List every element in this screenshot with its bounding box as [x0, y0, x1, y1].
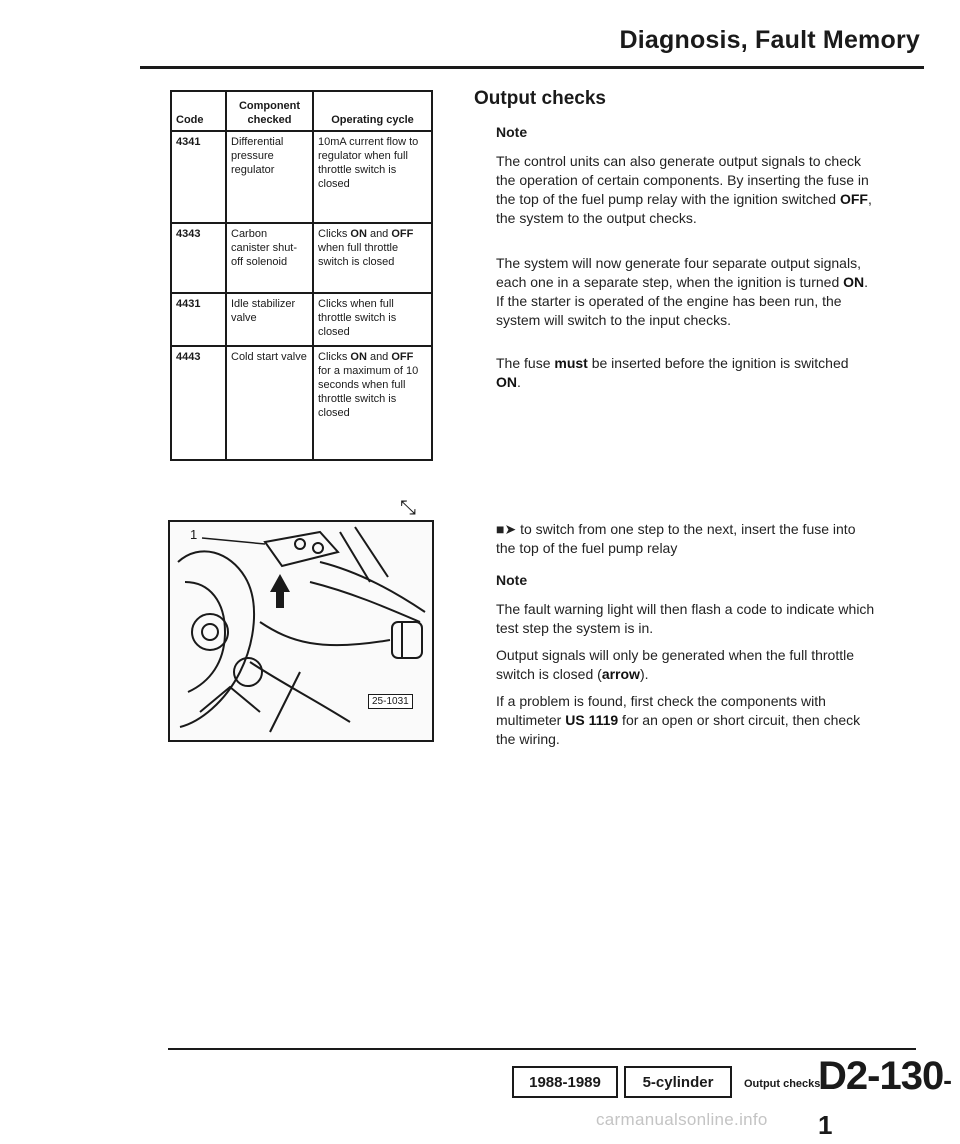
row-cycle: 10mA current flow to regulator when full throttle switch is closed — [313, 131, 432, 223]
figure-callout-number: 1 — [190, 527, 198, 542]
paragraph-output-intro — [496, 152, 876, 228]
figure-orientation-arrow-icon: ⤡ — [400, 497, 416, 519]
cycle-text: for a maximum of 10 seconds when full throttle switch is closed — [318, 365, 419, 419]
header-rule — [140, 66, 924, 69]
para-bold: US 1119 — [565, 712, 619, 728]
para-text: for an open or short circuit, then check the wiring. — [496, 712, 861, 747]
col-header-code: Code — [171, 91, 226, 131]
cycle-off: OFF — [391, 351, 414, 363]
footer-section-label: Output checks — [744, 1078, 821, 1090]
operating-cycle-table — [170, 90, 433, 461]
row-component: Idle stabilizer valve — [226, 293, 313, 346]
cycle-text: Clicks — [318, 228, 351, 240]
footer-rule — [168, 1048, 916, 1050]
paragraph-output-signals — [496, 646, 876, 684]
row-cycle — [313, 346, 432, 460]
para-bold: ON — [496, 374, 517, 390]
page-number — [818, 1054, 960, 1144]
para-text: Output signals will only be generated when the full throttle switch is closed ( — [496, 647, 854, 682]
paragraph-fault-light: The fault warning light will then flash a code to indicate which test step the system is in. — [496, 601, 875, 636]
table-header-row — [171, 91, 432, 131]
table-row — [171, 346, 432, 460]
para-text: The control units can also generate output signals to check the operation of certain components. By inserting the fuse in the top of the fuel pump relay with the ignition switched — [496, 153, 869, 207]
cycle-on: ON — [350, 228, 367, 240]
site-watermark: carmanualsonline.info — [596, 1110, 768, 1129]
paragraph-problem-found — [496, 692, 876, 749]
page-header-title: Diagnosis, Fault Memory — [619, 26, 920, 54]
para-text: , the system to the output checks. — [496, 191, 872, 226]
cycle-text: and — [366, 228, 392, 240]
page-number-main: D2-130 — [818, 1054, 944, 1098]
row-cycle: Clicks when full throttle switch is closed — [313, 293, 432, 346]
arrow-indicator-icon — [270, 574, 290, 608]
para-text: be inserted before the ignition is switched — [587, 355, 849, 371]
row-code: 4443 — [171, 346, 226, 460]
para-text: The system will now generate four separate output signals, each one in a separate step, when the ignition is turned — [496, 255, 861, 290]
row-code: 4343 — [171, 223, 226, 293]
bullet-text: to switch from one step to the next, insert the fuse into the top of the fuel pump relay — [496, 521, 856, 556]
section-title: Output checks — [474, 88, 606, 109]
figure-label: 25-1031 — [368, 694, 413, 709]
para-text: ). — [639, 666, 649, 682]
note-label-2: Note — [496, 572, 528, 588]
para-bold: OFF — [839, 191, 868, 207]
bullet-arrow-icon: ■➤ — [496, 521, 517, 537]
row-code: 4431 — [171, 293, 226, 346]
paragraph-output-steps — [496, 254, 876, 330]
table-row — [171, 131, 432, 223]
engine-type-badge: 5-cylinder — [624, 1066, 732, 1098]
para-text: . — [517, 374, 521, 390]
cycle-text: when full throttle switch is closed — [318, 242, 399, 268]
row-cycle — [313, 223, 432, 293]
para-bold: arrow — [601, 666, 640, 682]
model-years-badge: 1988-1989 — [512, 1066, 618, 1098]
cycle-on: ON — [350, 351, 367, 363]
para-bold: ON — [843, 274, 865, 290]
note-label: Note — [496, 124, 528, 140]
para-bold: must — [554, 355, 588, 371]
table-row — [171, 293, 432, 346]
row-code: 4341 — [171, 131, 226, 223]
row-component: Cold start valve — [226, 346, 313, 460]
para-text: If a problem is found, first check the components with multimeter — [496, 693, 826, 728]
para-text: The fuse — [496, 355, 555, 371]
col-header-component: Component checked — [226, 91, 313, 131]
col-header-cycle: Operating cycle — [313, 91, 432, 131]
cycle-off: OFF — [391, 228, 414, 240]
paragraph-fuse-warning — [496, 354, 876, 392]
cycle-text: Clicks — [318, 351, 351, 363]
para-text: . If the starter is operated of the engine has been run, the system will switch to the input checks. — [496, 274, 869, 328]
page-number-sub: -1 — [818, 1065, 951, 1140]
table-row — [171, 223, 432, 293]
instruction-bullet — [496, 520, 876, 558]
cycle-text: and — [366, 351, 392, 363]
row-component: Carbon canister shut-off solenoid — [226, 223, 313, 293]
row-component: Differential pressure regulator — [226, 131, 313, 223]
callout-leader-line — [202, 538, 265, 544]
